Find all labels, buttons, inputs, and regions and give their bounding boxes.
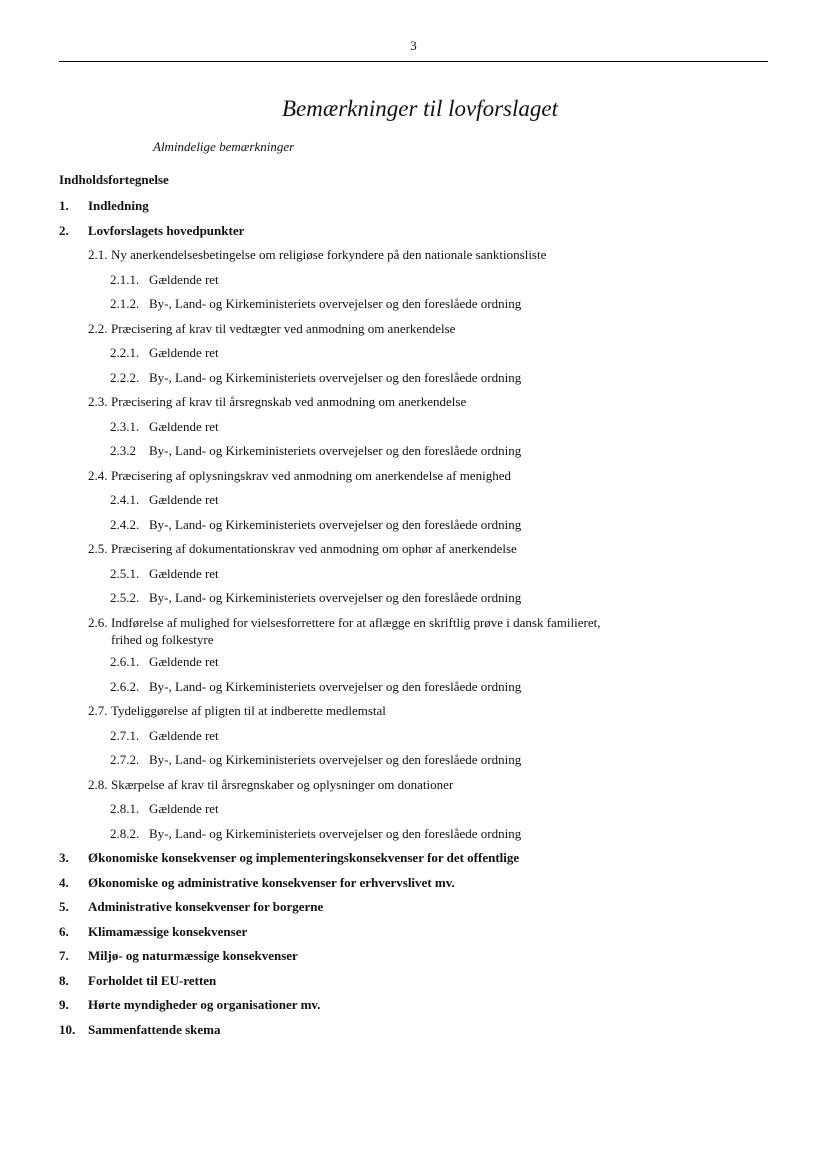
toc-entry-level3 — [110, 653, 219, 670]
toc-entry-number: 2.6.2. — [110, 678, 140, 694]
toc-entry-text: By-, Land- og Kirkeministeriets overvejelser og den foreslåede ordning — [149, 825, 522, 841]
toc-entry-text: Præcisering af krav til vedtægter ved anmodning om anerkendelse — [111, 320, 456, 336]
toc-entry-level1 — [59, 898, 323, 915]
toc-entry-number: 2.6.1. — [110, 654, 140, 669]
toc-entry-text: Indførelse af mulighed for vielsesforrettere for at aflægge en skriftlig prøve i dansk familieret, — [111, 614, 601, 630]
toc-entry-text: Præcisering af oplysningskrav ved anmodning om anerkendelse af menighed — [111, 467, 512, 483]
toc-entry-text: Gældende ret — [149, 654, 219, 669]
toc-entry-number: 2.3.1. — [110, 418, 140, 434]
toc-entry-level2 — [88, 540, 517, 557]
toc-entry-text: Miljø- og naturmæssige konsekvenser — [88, 948, 298, 963]
toc-entry-level3 — [110, 369, 521, 386]
toc-entry-level3 — [110, 589, 521, 606]
toc-entry-text: Ny anerkendelsesbetingelse om religiøse forkyndere på den nationale sanktionsliste — [111, 247, 547, 262]
toc-entry-text: Gældende ret — [149, 801, 219, 816]
toc-entry-text: Præcisering af dokumentationskrav ved anmodning om ophør af anerkendelse — [111, 541, 517, 556]
toc-entry-level3 — [110, 727, 219, 744]
toc-entry-number: 2.8. — [88, 776, 108, 792]
toc-entry-number: 2.1. — [88, 247, 108, 262]
toc-entry-level2 — [88, 320, 455, 337]
toc-entry-number: 2.1.2. — [110, 296, 140, 311]
toc-entry-level3 — [110, 565, 219, 582]
toc-entry-level3 — [110, 825, 521, 842]
toc-entry-text: Indledning — [88, 198, 149, 213]
toc-entry-text: Skærpelse af krav til årsregnskaber og oplysninger om donationer — [111, 776, 454, 792]
toc-entry-number: 2.4.1. — [110, 492, 140, 507]
toc-entry-level2 — [88, 246, 546, 263]
document-title: Bemærkninger til lovforslaget — [282, 96, 558, 121]
toc-entry-number: 7. — [59, 948, 69, 963]
toc-entry-text: Gældende ret — [149, 727, 219, 743]
toc-entry-text: By-, Land- og Kirkeministeriets overvejelser og den foreslåede ordning — [149, 678, 522, 694]
toc-entry-number: 2.1.1. — [110, 271, 140, 287]
toc-entry-number: 2.8.2. — [110, 825, 140, 841]
toc-entry-number: 9. — [59, 997, 69, 1012]
toc-entry-text: Præcisering af krav til årsregnskab ved anmodning om anerkendelse — [111, 394, 467, 409]
toc-heading: Indholdsfortegnelse — [59, 172, 169, 187]
toc-entry-number: 2.2.1. — [110, 345, 140, 360]
toc-entry-level2 — [88, 702, 386, 719]
toc-entry-level3 — [110, 442, 521, 459]
page-number: 3 — [410, 38, 417, 53]
toc-entry-text: By-, Land- og Kirkeministeriets overvejelser og den foreslåede ordning — [149, 590, 522, 605]
toc-entry-number: 2.2.2. — [110, 369, 140, 385]
header-rule — [59, 61, 768, 62]
toc-entry-text: Gældende ret — [149, 492, 219, 507]
toc-entry-text: By-, Land- og Kirkeministeriets overvejelser og den foreslåede ordning — [149, 369, 522, 385]
toc-entry-number: 4. — [59, 874, 69, 890]
toc-entry-level1 — [59, 923, 247, 940]
toc-entry-number: 2.6. — [88, 614, 108, 630]
toc-entry-text: Gældende ret — [149, 271, 219, 287]
toc-entry-level3 — [110, 271, 219, 288]
toc-entry-number: 2.4.2. — [110, 516, 140, 532]
toc-entry-text: Gældende ret — [149, 345, 219, 360]
toc-entry-level3 — [110, 295, 521, 312]
toc-entry-text: Klimamæssige konsekvenser — [88, 923, 248, 939]
toc-entry-level2 — [88, 467, 511, 484]
toc-entry-number: 10. — [59, 1021, 76, 1037]
toc-entry-text: Tydeliggørelse af pligten til at indberette medlemstal — [111, 703, 386, 718]
toc-entry-number: 2.5. — [88, 541, 108, 556]
toc-entry-level1 — [59, 197, 149, 214]
toc-entry-number: 5. — [59, 899, 69, 914]
toc-entry-level3 — [110, 418, 219, 435]
toc-entry-number: 8. — [59, 972, 69, 988]
toc-entry-level3 — [110, 344, 219, 361]
toc-entry-number: 2.7. — [88, 703, 108, 718]
toc-entry-number: 2.3. — [88, 394, 108, 409]
toc-entry-number: 2.7.2. — [110, 752, 140, 767]
toc-entry-level3 — [110, 516, 521, 533]
toc-entry-text: Forholdet til EU-retten — [88, 972, 217, 988]
toc-entry-text: Gældende ret — [149, 565, 219, 581]
toc-entry-number: 2.5.1. — [110, 565, 140, 581]
toc-entry-text: Administrative konsekvenser for borgerne — [88, 899, 324, 914]
toc-entry-text: Økonomiske og administrative konsekvenser for erhvervslivet mv. — [88, 874, 455, 890]
toc-entry-number: 3. — [59, 850, 69, 865]
toc-entry-text: Sammenfattende skema — [88, 1021, 221, 1037]
toc-entry-number: 2.5.2. — [110, 590, 140, 605]
toc-entry-text: By-, Land- og Kirkeministeriets overvejelser og den foreslåede ordning — [149, 516, 522, 532]
toc-entry-text: By-, Land- og Kirkeministeriets overvejelser og den foreslåede ordning — [149, 443, 522, 458]
toc-entry-level3 — [110, 678, 521, 695]
document-subtitle: Almindelige bemærkninger — [153, 139, 295, 154]
toc-entry-text: By-, Land- og Kirkeministeriets overvejelser og den foreslåede ordning — [149, 752, 522, 767]
toc-entry-level2 — [88, 776, 453, 793]
toc-entry-number: 6. — [59, 923, 69, 939]
toc-entry-level1 — [59, 222, 244, 239]
toc-entry-number: 2.4. — [88, 467, 108, 483]
toc-entry-level2 — [88, 614, 601, 648]
toc-entry-level1 — [59, 849, 519, 866]
toc-entry-level1 — [59, 972, 216, 989]
toc-entry-number: 2.7.1. — [110, 727, 140, 743]
toc-entry-continuation: frihed og folkestyre — [111, 631, 214, 647]
toc-entry-number: 2.8.1. — [110, 801, 140, 816]
toc-entry-level1 — [59, 996, 320, 1013]
toc-entry-level1 — [59, 947, 298, 964]
toc-entry-level3 — [110, 800, 219, 817]
toc-entry-level2 — [88, 393, 466, 410]
toc-entry-text: Hørte myndigheder og organisationer mv. — [88, 997, 321, 1012]
toc-entry-level1 — [59, 1021, 221, 1038]
toc-entry-number: 1. — [59, 198, 69, 213]
toc-entry-text: Lovforslagets hovedpunkter — [88, 222, 245, 238]
toc-entry-number: 2.3.2 — [110, 443, 136, 458]
toc-entry-text: Gældende ret — [149, 418, 219, 434]
toc-entry-number: 2. — [59, 222, 69, 238]
toc-entry-text: By-, Land- og Kirkeministeriets overvejelser og den foreslåede ordning — [149, 296, 522, 311]
toc-entry-level3 — [110, 751, 521, 768]
toc-entry-level1 — [59, 874, 455, 891]
toc-entry-text: Økonomiske konsekvenser og implementeringskonsekvenser for det offentlige — [88, 850, 520, 865]
toc-entry-level3 — [110, 491, 219, 508]
toc-entry-number: 2.2. — [88, 320, 108, 336]
